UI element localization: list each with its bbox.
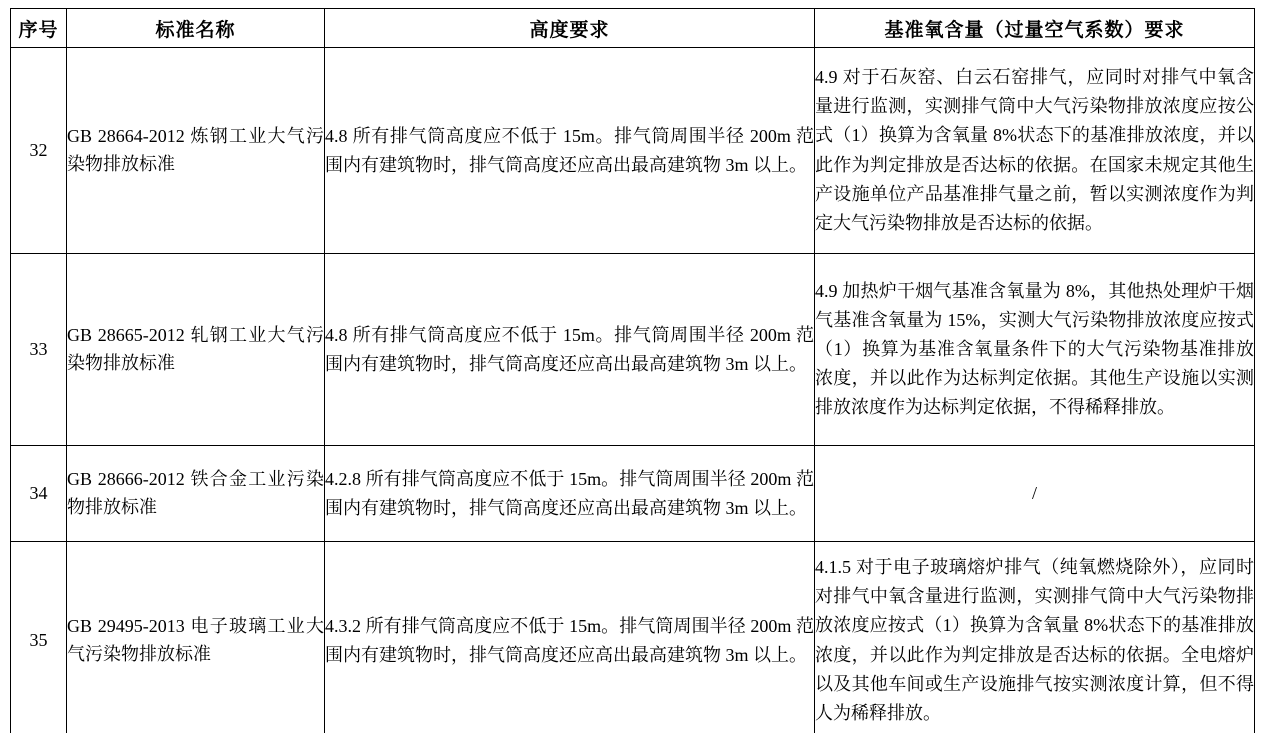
column-header-height-requirement: 高度要求	[325, 9, 815, 48]
table-header-row	[11, 9, 1255, 48]
cell-standard-name: GB 28664-2012 炼钢工业大气污染物排放标准	[67, 48, 325, 254]
cell-index: 33	[11, 254, 67, 446]
table-row	[11, 48, 1255, 254]
column-header-standard-name: 标准名称	[67, 9, 325, 48]
table-row	[11, 542, 1255, 733]
cell-height-requirement: 4.8 所有排气筒高度应不低于 15m。排气筒周围半径 200m 范围内有建筑物时，排气筒高度还应高出最高建筑物 3m 以上。	[325, 48, 815, 254]
cell-standard-name: GB 28666-2012 铁合金工业污染物排放标准	[67, 446, 325, 542]
cell-standard-name: GB 29495-2013 电子玻璃工业大气污染物排放标准	[67, 542, 325, 733]
table-row	[11, 446, 1255, 542]
column-header-index: 序号	[11, 9, 67, 48]
table-row	[11, 254, 1255, 446]
cell-index: 34	[11, 446, 67, 542]
table-body	[11, 48, 1255, 733]
cell-height-requirement: 4.2.8 所有排气筒高度应不低于 15m。排气筒周围半径 200m 范围内有建筑物时，排气筒高度还应高出最高建筑物 3m 以上。	[325, 446, 815, 542]
cell-height-requirement: 4.3.2 所有排气筒高度应不低于 15m。排气筒周围半径 200m 范围内有建筑物时，排气筒高度还应高出最高建筑物 3m 以上。	[325, 542, 815, 733]
cell-oxygen-requirement: /	[815, 446, 1255, 542]
cell-height-requirement: 4.8 所有排气筒高度应不低于 15m。排气筒周围半径 200m 范围内有建筑物时，排气筒高度还应高出最高建筑物 3m 以上。	[325, 254, 815, 446]
standards-table	[10, 8, 1255, 733]
cell-oxygen-requirement: 4.1.5 对于电子玻璃熔炉排气（纯氧燃烧除外），应同时对排气中氧含量进行监测，实测排气筒中大气污染物排放浓度应按式（1）换算为含氧量 8%状态下的基准排放浓度，并以此作为判定排放是否达标的依据。全电熔炉以及其他车间或生产设施排气按实测浓度计算，但不得人为稀释排放。	[815, 542, 1255, 733]
table-header	[11, 9, 1255, 48]
cell-index: 32	[11, 48, 67, 254]
cell-oxygen-requirement: 4.9 对于石灰窑、白云石窑排气，应同时对排气中氧含量进行监测，实测排气筒中大气污染物排放浓度应按公式（1）换算为含氧量 8%状态下的基准排放浓度，并以此作为判定排放是否达标的依据。在国家未规定其他生产设施单位产品基准排气量之前，暂以实测浓度作为判定大气污染物排放是否达标的依据。	[815, 48, 1255, 254]
cell-standard-name: GB 28665-2012 轧钢工业大气污染物排放标准	[67, 254, 325, 446]
cell-index: 35	[11, 542, 67, 733]
column-header-oxygen-requirement: 基准氧含量（过量空气系数）要求	[815, 9, 1255, 48]
cell-oxygen-requirement: 4.9 加热炉干烟气基准含氧量为 8%，其他热处理炉干烟气基准含氧量为 15%，实测大气污染物排放浓度应按式（1）换算为基准含氧量条件下的大气污染物基准排放浓度，并以此作为达标判定依据。其他生产设施以实测排放浓度作为达标判定依据，不得稀释排放。	[815, 254, 1255, 446]
